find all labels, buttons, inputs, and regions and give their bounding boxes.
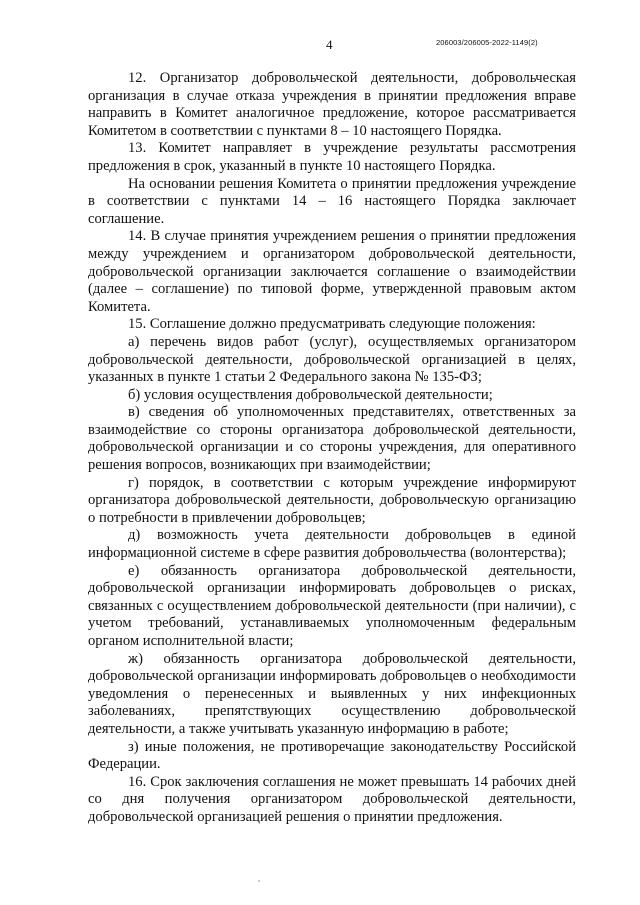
document-code: 206003/206005-2022-1149(2) bbox=[436, 38, 538, 47]
item-zh: ж) обязанность организатора добровольческой деятельности, добровольческой организации информировать добровольцев о необходимости уведомления о перенесенных и выявленных у них инфекционных заболеваниях, препятствующих осуществлению добровольческой деятельности, а также учитывать указанную информацию в работе; bbox=[88, 650, 576, 737]
paragraph-16: 16. Срок заключения соглашения не может превышать 14 рабочих дней со дня получения организатором добровольческой деятельности, добровольческой организацией решения о принятии предложения. bbox=[88, 773, 576, 825]
scan-speck bbox=[258, 880, 260, 882]
item-z: з) иные положения, не противоречащие законодательству Российской Федерации. bbox=[88, 738, 576, 773]
item-g: г) порядок, в соответствии с которым учреждение информируют организатора добровольческой деятельности, добровольческую организацию о потребности в привлечении добровольцев; bbox=[88, 474, 576, 526]
item-b: б) условия осуществления добровольческой деятельности; bbox=[128, 386, 493, 403]
paragraph-13: 13. Комитет направляет в учреждение результаты рассмотрения предложения в срок, указанный в пункте 10 настоящего Порядка. bbox=[88, 140, 576, 174]
item-d: д) возможность учета деятельности добровольцев в единой информационной системе в сфере развития добровольчества (волонтерства); bbox=[88, 527, 576, 562]
paragraph-13-basis: На основании решения Комитета о принятии предложения учреждение в соответствии с пунктами 14 – 16 настоящего Порядка заключает соглашение. bbox=[88, 175, 576, 227]
page-number: 4 bbox=[326, 37, 333, 52]
item-v: в) сведения об уполномоченных представителях, ответственных за взаимодействие со стороны организатора добровольческой деятельности, добровольческой организации и со стороны учреждения, для оперативного решения вопросов, возникающих при взаимодействии; bbox=[88, 404, 576, 474]
paragraph-15: 15. Соглашение должно предусматривать следующие положения: bbox=[128, 316, 536, 333]
paragraph-12: 12. Организатор добровольческой деятельности, добровольческая организация в случае отказа учреждения в принятии предложения вправе направить в Комитет аналогичное предложение, которое рассматривается Комитетом в соответствии с пунктами 8 – 10 настоящего Порядка. bbox=[88, 70, 576, 139]
document-body bbox=[88, 70, 576, 827]
item-a: а) перечень видов работ (услуг), осуществляемых организатором добровольческой деятельности, добровольческой организацией в целях, указанных в пункте 1 статьи 2 Федерального закона № 135-ФЗ; bbox=[88, 333, 576, 386]
item-e: е) обязанность организатора добровольческой деятельности, добровольческой организации информировать добровольцев о рисках, связанных с осуществлением добровольческой деятельности (при наличии), с учетом требований, устанавливаемых уполномоченным федеральным органом исполнительной власти; bbox=[88, 562, 576, 649]
paragraph-14: 14. В случае принятия учреждением решения о принятии предложения между учреждением и организатором добровольческой деятельности, добровольческой организации заключается соглашение о взаимодействии (далее – соглашение) по типовой форме, утвержденной правовым актом Комитета. bbox=[88, 228, 576, 315]
